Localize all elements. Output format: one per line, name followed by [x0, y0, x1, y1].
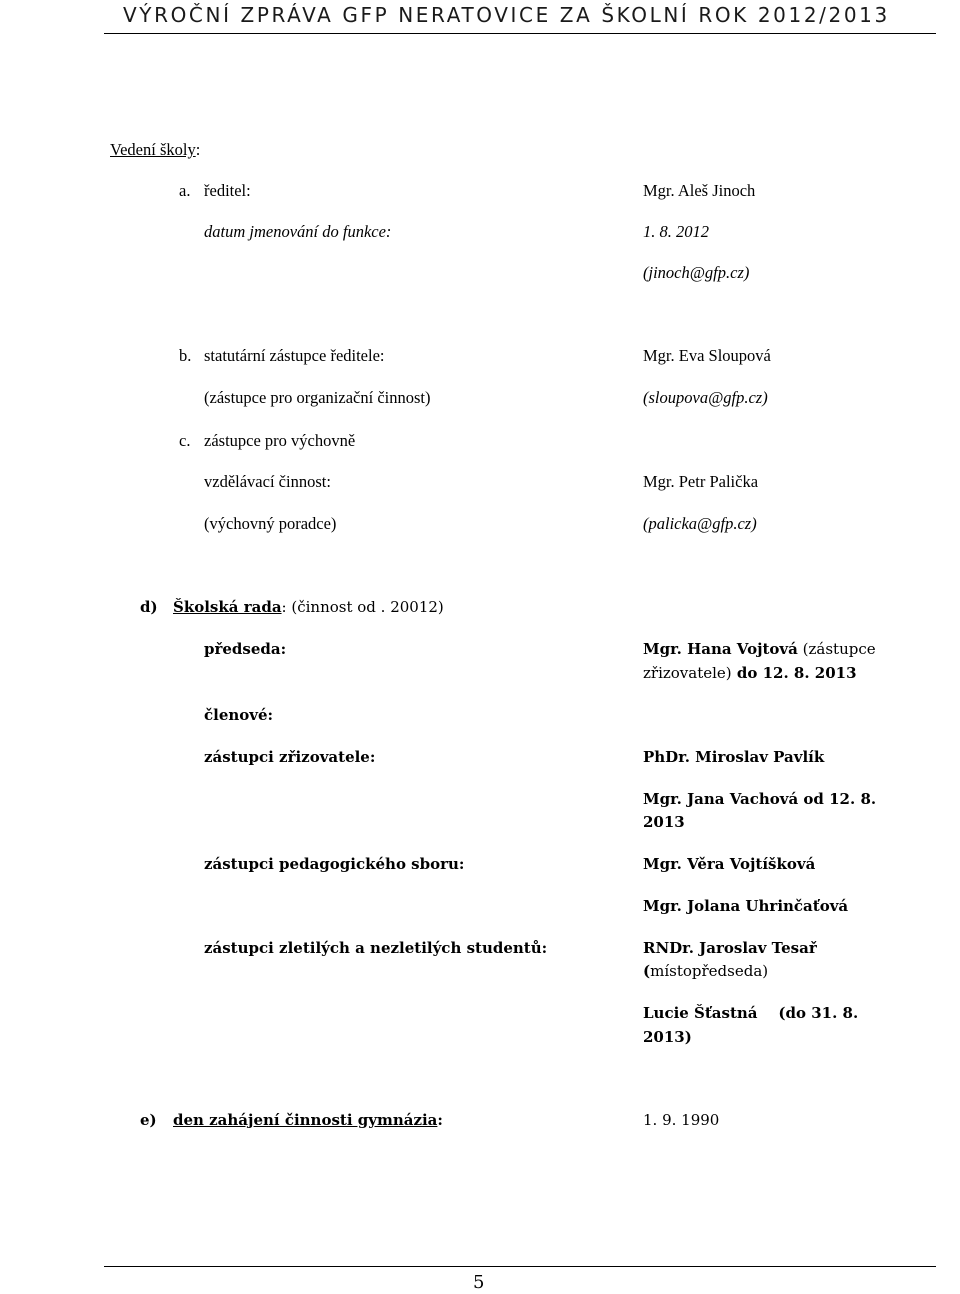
item-e-marker: e)	[140, 1111, 157, 1129]
student-rep-2-line2: 2013)	[643, 1028, 692, 1046]
founding-label	[173, 1110, 443, 1130]
deputy-sublabel: (zástupce pro organizační činnost)	[204, 388, 431, 407]
vedeni-heading-colon: :	[195, 140, 201, 159]
deputy-label: statutární zástupce ředitele:	[204, 346, 385, 365]
item-a-marker: a.	[179, 181, 191, 200]
director-label: ředitel:	[204, 181, 251, 200]
founding-date: 1. 9. 1990	[643, 1111, 720, 1129]
chair-note-line2: zřizovatele)	[643, 664, 732, 682]
chair-label: předseda:	[204, 640, 287, 658]
deputy-email: (sloupova@gfp.cz)	[643, 388, 768, 407]
founding-label-colon: :	[437, 1111, 443, 1129]
founder-rep-2-line1: Mgr. Jana Vachová od 12. 8.	[643, 790, 877, 808]
student-rep-1-note-text: místopředseda)	[650, 962, 769, 980]
educational-deputy-label-line3: (výchovný poradce)	[204, 514, 337, 533]
chair-name-line1	[643, 639, 876, 659]
page-number: 5	[473, 1272, 485, 1293]
chair-note-line1: (zástupce	[797, 640, 876, 658]
chair-name: Mgr. Hana Vojtová	[643, 640, 798, 658]
educational-deputy-label-line2: vzdělávací činnost:	[204, 472, 331, 491]
student-rep-1-note-open: (	[643, 962, 651, 980]
student-rep-1-note	[643, 961, 768, 981]
appointment-date: 1. 8. 2012	[643, 222, 709, 241]
founder-reps-label: zástupci zřizovatele:	[204, 748, 376, 766]
educational-deputy-email: (palicka@gfp.cz)	[643, 514, 757, 533]
footer-rule	[104, 1266, 936, 1267]
item-d-marker: d)	[140, 598, 158, 616]
section-heading-vedeni	[110, 140, 200, 160]
item-c-marker: c.	[179, 431, 191, 450]
members-label: členové:	[204, 706, 274, 724]
chair-until: do 12. 8. 2013	[731, 664, 857, 682]
teacher-reps-label: zástupci pedagogického sboru:	[204, 855, 465, 873]
deputy-name: Mgr. Eva Sloupová	[643, 346, 771, 365]
teacher-rep-2: Mgr. Jolana Uhrinčaťová	[643, 897, 849, 915]
header-rule	[104, 33, 936, 34]
teacher-rep-1: Mgr. Věra Vojtíšková	[643, 855, 816, 873]
founder-rep-1: PhDr. Miroslav Pavlík	[643, 748, 825, 766]
director-name: Mgr. Aleš Jinoch	[643, 181, 756, 200]
rada-heading-rest: : (činnost od . 20012)	[281, 598, 444, 616]
student-reps-label: zástupci zletilých a nezletilých studentů:	[204, 939, 548, 957]
educational-deputy-label-line1: zástupce pro výchovně	[204, 431, 356, 450]
chair-name-line2	[643, 663, 857, 683]
founder-rep-2-line2: 2013	[643, 813, 685, 831]
director-email: (jinoch@gfp.cz)	[643, 263, 750, 282]
founding-label-text: den zahájení činnosti gymnázia	[173, 1111, 438, 1129]
rada-heading-text: Školská rada	[173, 598, 282, 616]
report-header: VÝROČNÍ ZPRÁVA GFP NERATOVICE ZA ŠKOLNÍ ROK 2012/2013	[123, 3, 890, 27]
vedeni-heading-text: Vedení školy	[110, 140, 196, 159]
educational-deputy-name: Mgr. Petr Palička	[643, 472, 759, 491]
appointment-label: datum jmenování do funkce:	[204, 222, 392, 241]
student-rep-1: RNDr. Jaroslav Tesař	[643, 939, 817, 957]
section-heading-rada	[173, 597, 444, 617]
item-b-marker: b.	[179, 346, 192, 365]
student-rep-2-line1: Lucie Šťastná (do 31. 8.	[643, 1004, 859, 1022]
